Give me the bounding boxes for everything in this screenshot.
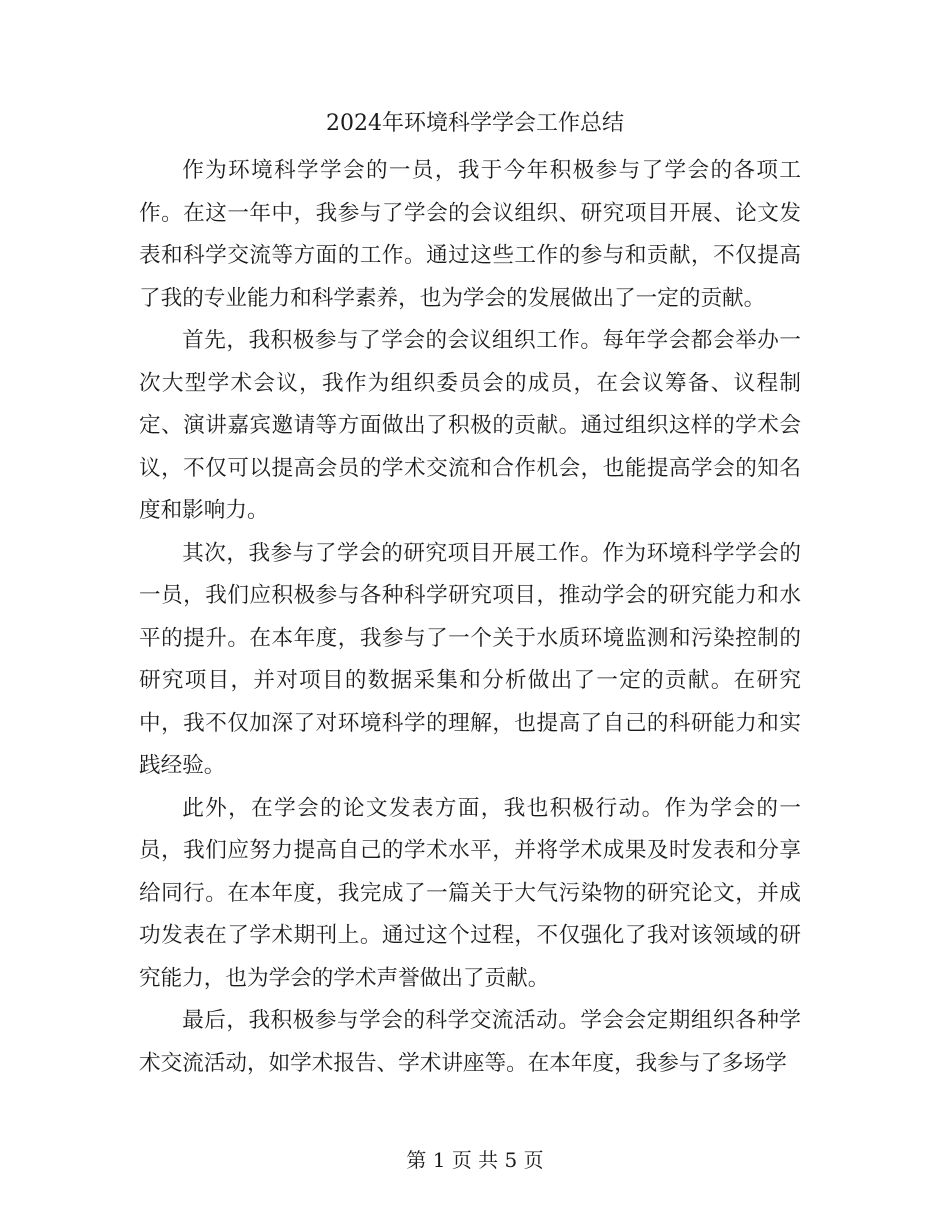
document-title: 2024年环境科学学会工作总结 <box>326 111 624 136</box>
paragraph-meeting-organization: 首先，我积极参与了学会的会议组织工作。每年学会都会举办一次大型学术会议，我作为组织委员会的成员，在会议筹备、议程制定、演讲嘉宾邀请等方面做出了积极的贡献。通过组织这样的学术会议，不仅可以提高会员的学术交流和合作机会，也能提高学会的知名度和影响力。 <box>139 328 801 523</box>
page-number-footer: 第 1 页 共 5 页 <box>406 1148 544 1172</box>
paragraph-paper-publication: 此外，在学会的论文发表方面，我也积极行动。作为学会的一员，我们应努力提高自己的学术水平，并将学术成果及时发表和分享给同行。在本年度，我完成了一篇关于大气污染物的研究论文，并成功发表在了学术期刊上。通过这个过程，不仅强化了我对该领域的研究能力，也为学会的学术声誉做出了贡献。 <box>139 795 801 991</box>
paragraph-intro: 作为环境科学学会的一员，我于今年积极参与了学会的各项工作。在这一年中，我参与了学会的会议组织、研究项目开展、论文发表和科学交流等方面的工作。通过这些工作的参与和贡献，不仅提高了我的专业能力和科学素养，也为学会的发展做出了一定的贡献。 <box>139 158 801 311</box>
paragraph-scientific-exchange: 最后，我积极参与学会的科学交流活动。学会会定期组织各种学术交流活动，如学术报告、学术讲座等。在本年度，我参与了多场学 <box>139 1008 801 1076</box>
document-body <box>139 150 801 1085</box>
paragraph-research-projects: 其次，我参与了学会的研究项目开展工作。作为环境科学学会的一员，我们应积极参与各种科学研究项目，推动学会的研究能力和水平的提升。在本年度，我参与了一个关于水质环境监测和污染控制的研究项目，并对项目的数据采集和分析做出了一定的贡献。在研究中，我不仅加深了对环境科学的理解，也提高了自己的科研能力和实践经验。 <box>139 540 801 778</box>
